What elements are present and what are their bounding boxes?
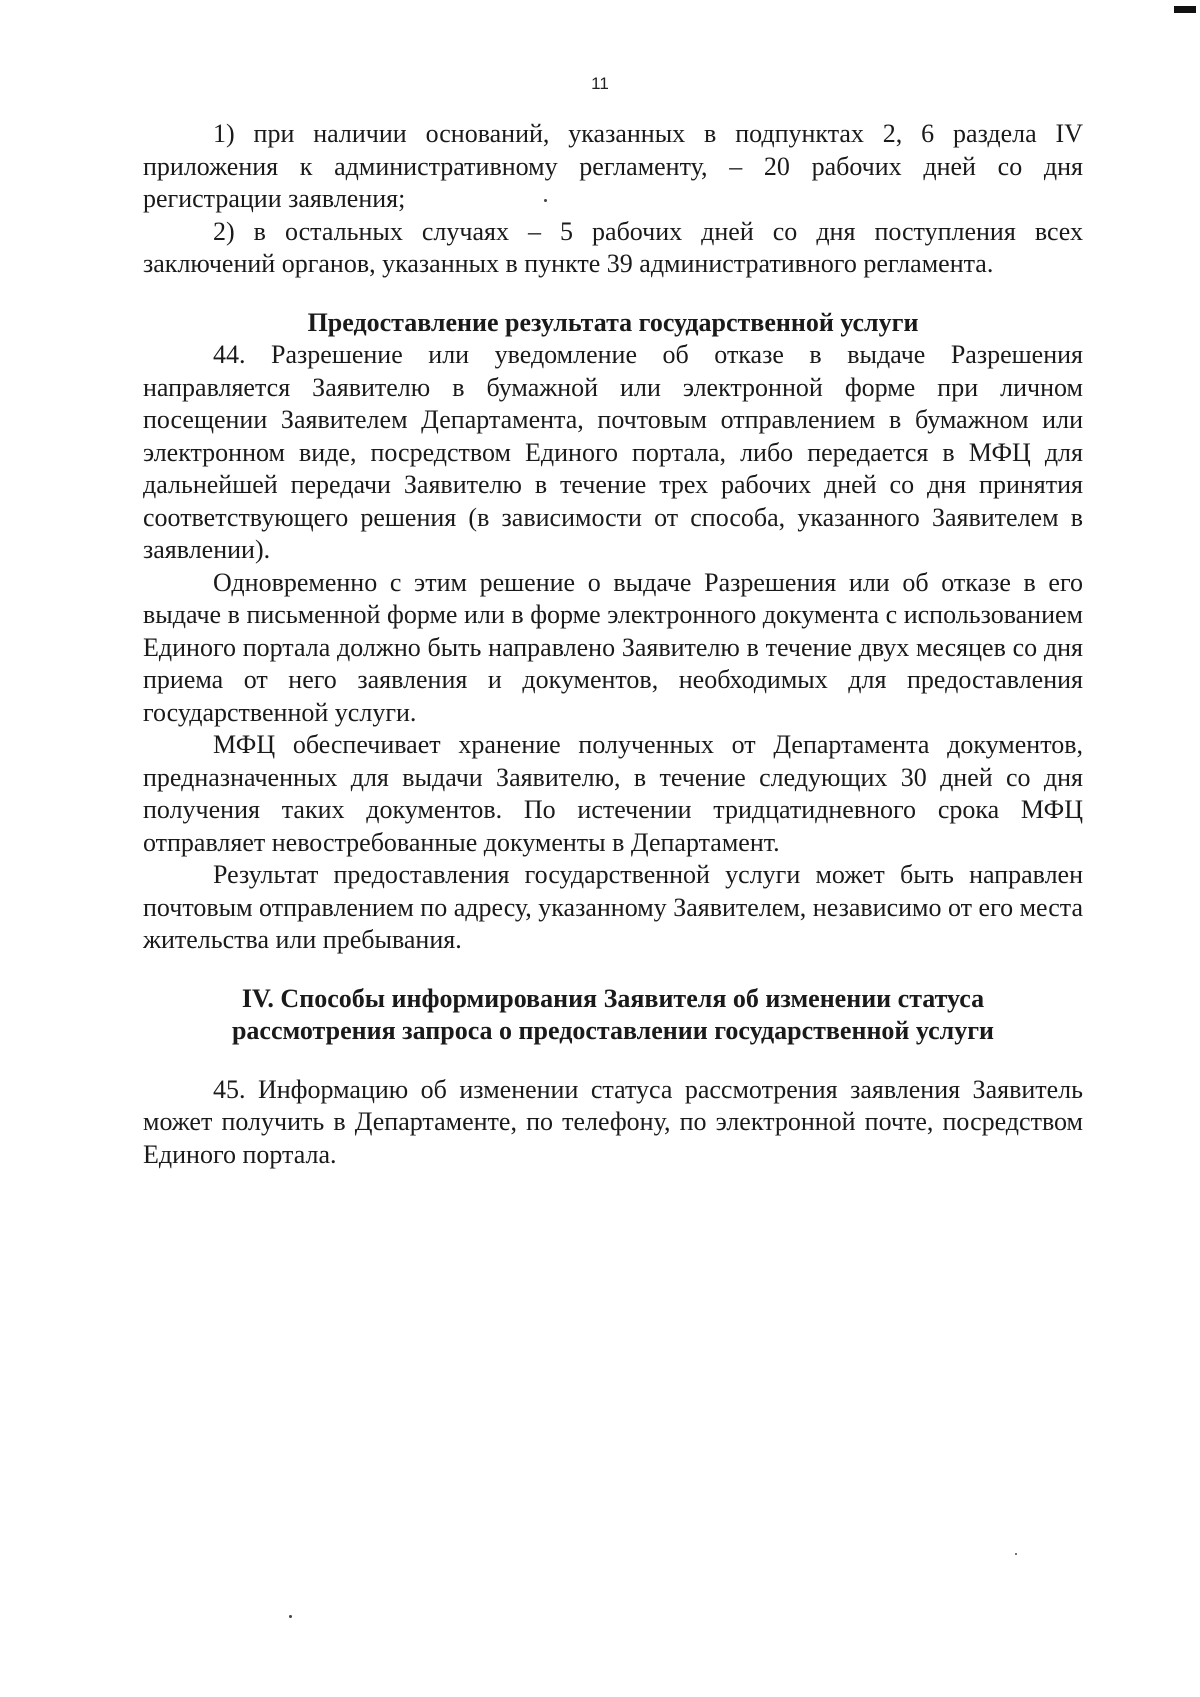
document-body: [143, 118, 1083, 1171]
paragraph-simultaneous-decision: Одновременно с этим решение о выдаче Разрешения или об отказе в его выдаче в письменной форме или в форме электронного документа с использованием Единого портала должно быть направлено Заявителю в течение двух месяцев со дня приема от него заявления и документов, необходимых для предоставления государственной услуги.: [143, 567, 1083, 727]
paragraph-mfc-storage: МФЦ обеспечивает хранение полученных от Департамента документов, предназначенных для выдачи Заявителю, в течение следующих 30 дней со дня получения таких документов. По истечении тридцатидневного срока МФЦ отправляет невостребованные документы в Департамент.: [143, 730, 1083, 857]
paragraph-45: 45. Информацию об изменении статуса рассмотрения заявления Заявитель может получить в Департаменте, по телефону, по электронной почте, посредством Единого портала.: [143, 1074, 1083, 1169]
paragraph-result-by-mail: Результат предоставления государственной услуги может быть направлен почтовым отправлением по адресу, указанному Заявителем, независимо от его места жительства или пребывания.: [143, 860, 1083, 954]
subitem-1: 1) при наличии оснований, указанных в подпунктах 2, 6 раздела IV приложения к административному регламенту, – 20 рабочих дней со дня регистрации заявления;: [143, 119, 1083, 213]
subitem-2: 2) в остальных случаях – 5 рабочих дней со дня поступления всех заключений органов, указанных в пункте 39 административного регламента.: [143, 216, 1083, 278]
section-heading-result: Предоставление результата государственной услуги: [307, 307, 919, 337]
page-number: 11: [591, 74, 609, 93]
scan-speck: [289, 1615, 292, 1618]
section-heading-iv-line2: рассмотрения запроса о предоставлении государственной услуги: [231, 1016, 995, 1045]
section-heading-iv-line1: IV. Способы информирования Заявителя об изменении статуса: [241, 983, 985, 1013]
scan-speck: [1015, 1553, 1017, 1555]
section-heading-iv: [143, 983, 1083, 1048]
scan-corner-mark: [1174, 6, 1196, 13]
scan-speck: [544, 199, 547, 202]
paragraph-44: 44. Разрешение или уведомление об отказе в выдаче Разрешения направляется Заявителю в бумажной или электронной форме при личном посещении Заявителем Департамента, почтовым отправлением в бумажном или электронном виде, посредством Единого портала, либо передается в МФЦ для дальнейшей передачи Заявителю в течение трех рабочих дней со дня принятия соответствующего решения (в зависимости от способа, указанного Заявителем в заявлении).: [143, 340, 1083, 564]
